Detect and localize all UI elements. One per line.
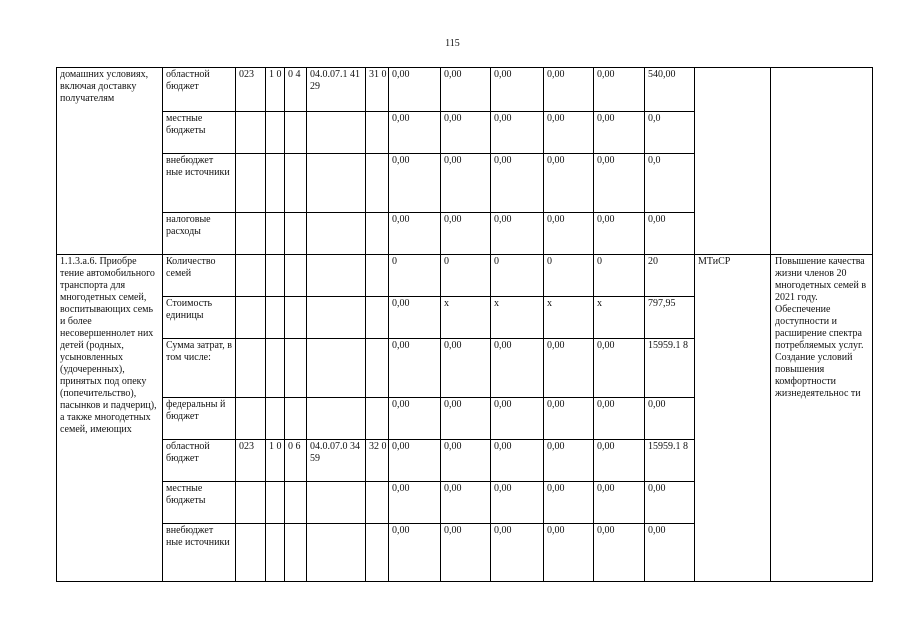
value-cell: 540,00 — [645, 68, 695, 112]
indicator-cell: федеральны й бюджет — [163, 398, 236, 440]
value-cell: 0,00 — [491, 154, 544, 213]
value-cell: 0,00 — [441, 398, 491, 440]
code-cell: 023 — [236, 68, 266, 112]
value-cell: 0,0 — [645, 154, 695, 213]
value-cell: 0 — [389, 255, 441, 297]
program-measures-table — [56, 67, 873, 582]
value-cell: х — [491, 297, 544, 339]
value-cell: 0,00 — [441, 213, 491, 255]
value-cell: 0,00 — [544, 68, 594, 112]
value-cell: 0,00 — [544, 524, 594, 582]
value-cell: 0,0 — [645, 112, 695, 154]
value-cell: 0,00 — [491, 398, 544, 440]
code-cell: 1 0 — [266, 440, 285, 482]
indicator-cell: областной бюджет — [163, 68, 236, 112]
code-cell: 0 6 — [285, 440, 307, 482]
code-cell: 32 0 — [366, 440, 389, 482]
indicator-cell: областной бюджет — [163, 440, 236, 482]
indicator-cell: Стоимость единицы — [163, 297, 236, 339]
value-cell: 0,00 — [645, 398, 695, 440]
value-cell: 0,00 — [544, 339, 594, 398]
value-cell: 0,00 — [389, 68, 441, 112]
value-cell: 0,00 — [389, 398, 441, 440]
value-cell: 0,00 — [389, 440, 441, 482]
code-cell: 31 0 — [366, 68, 389, 112]
value-cell: 0,00 — [389, 524, 441, 582]
value-cell: 0,00 — [544, 440, 594, 482]
value-cell: 0,00 — [594, 524, 645, 582]
value-cell: 0,00 — [544, 482, 594, 524]
value-cell: 0,00 — [594, 482, 645, 524]
value-cell: 0,00 — [544, 154, 594, 213]
value-cell: 0,00 — [441, 440, 491, 482]
value-cell: 0,00 — [491, 440, 544, 482]
value-cell: 0,00 — [594, 68, 645, 112]
page-number: 115 — [445, 38, 460, 49]
value-cell: 0,00 — [594, 213, 645, 255]
value-cell: 0 — [594, 255, 645, 297]
value-cell: х — [544, 297, 594, 339]
value-cell: 0 — [544, 255, 594, 297]
value-cell: 0,00 — [389, 339, 441, 398]
value-cell: 0,00 — [441, 339, 491, 398]
value-cell: 0,00 — [441, 482, 491, 524]
executor-cell: МТиСР — [695, 255, 771, 582]
value-cell: 0,00 — [645, 524, 695, 582]
result-cell — [771, 68, 873, 255]
value-cell: 0,00 — [491, 213, 544, 255]
value-cell: 0,00 — [389, 297, 441, 339]
value-cell: 0,00 — [594, 112, 645, 154]
value-cell: 0,00 — [594, 339, 645, 398]
value-cell: 0,00 — [594, 440, 645, 482]
value-cell: 0,00 — [491, 68, 544, 112]
value-cell: 20 — [645, 255, 695, 297]
indicator-cell: местные бюджеты — [163, 112, 236, 154]
value-cell: 0 — [441, 255, 491, 297]
value-cell: 0,00 — [491, 482, 544, 524]
result-cell: Повышение качества жизни членов 20 многодетных семей в 2021 году. Обеспечение доступности и расширение спектра потребляемых услуг. Создание условий повышения комфортности жизнедеятельнос ти — [771, 255, 873, 582]
code-cell: 04.0.07.1 4129 — [307, 68, 366, 112]
value-cell: 15959.1 8 — [645, 440, 695, 482]
table-row — [57, 255, 873, 297]
value-cell: 0,00 — [544, 112, 594, 154]
value-cell: х — [594, 297, 645, 339]
value-cell: 0,00 — [441, 112, 491, 154]
indicator-cell: Сумма затрат, в том числе: — [163, 339, 236, 398]
value-cell: 0,00 — [441, 154, 491, 213]
value-cell: 0,00 — [389, 213, 441, 255]
indicator-cell: внебюджет ные источники — [163, 154, 236, 213]
indicator-cell: местные бюджеты — [163, 482, 236, 524]
value-cell: 0 — [491, 255, 544, 297]
value-cell: 0,00 — [491, 524, 544, 582]
value-cell: х — [441, 297, 491, 339]
value-cell: 0,00 — [389, 154, 441, 213]
value-cell: 0,00 — [389, 112, 441, 154]
measure-description: 1.1.3.а.6. Приобре тение автомобильного транспорта для многодетных семей, воспитывающих семь и более несовершеннолет них детей (родных, усыновленных (удочеренных), принятых под опеку (попечительство), пасынков и падчериц), а также многодетных семей, имеющих — [57, 255, 163, 582]
value-cell: 0,00 — [441, 68, 491, 112]
indicator-cell: Количество семей — [163, 255, 236, 297]
value-cell: 797,95 — [645, 297, 695, 339]
value-cell: 0,00 — [544, 398, 594, 440]
executor-cell — [695, 68, 771, 255]
value-cell: 0,00 — [645, 213, 695, 255]
code-cell: 0 4 — [285, 68, 307, 112]
table-row — [57, 68, 873, 112]
value-cell: 0,00 — [491, 112, 544, 154]
code-cell: 04.0.07.0 3459 — [307, 440, 366, 482]
indicator-cell: налоговые расходы — [163, 213, 236, 255]
value-cell: 0,00 — [594, 154, 645, 213]
value-cell: 0,00 — [441, 524, 491, 582]
indicator-cell: внебюджет ные источники — [163, 524, 236, 582]
code-cell: 023 — [236, 440, 266, 482]
measure-description: домашних условиях, включая доставку получателям — [57, 68, 163, 255]
value-cell: 0,00 — [389, 482, 441, 524]
value-cell: 15959.1 8 — [645, 339, 695, 398]
code-cell: 1 0 — [266, 68, 285, 112]
value-cell: 0,00 — [491, 339, 544, 398]
value-cell: 0,00 — [645, 482, 695, 524]
value-cell: 0,00 — [594, 398, 645, 440]
value-cell: 0,00 — [544, 213, 594, 255]
